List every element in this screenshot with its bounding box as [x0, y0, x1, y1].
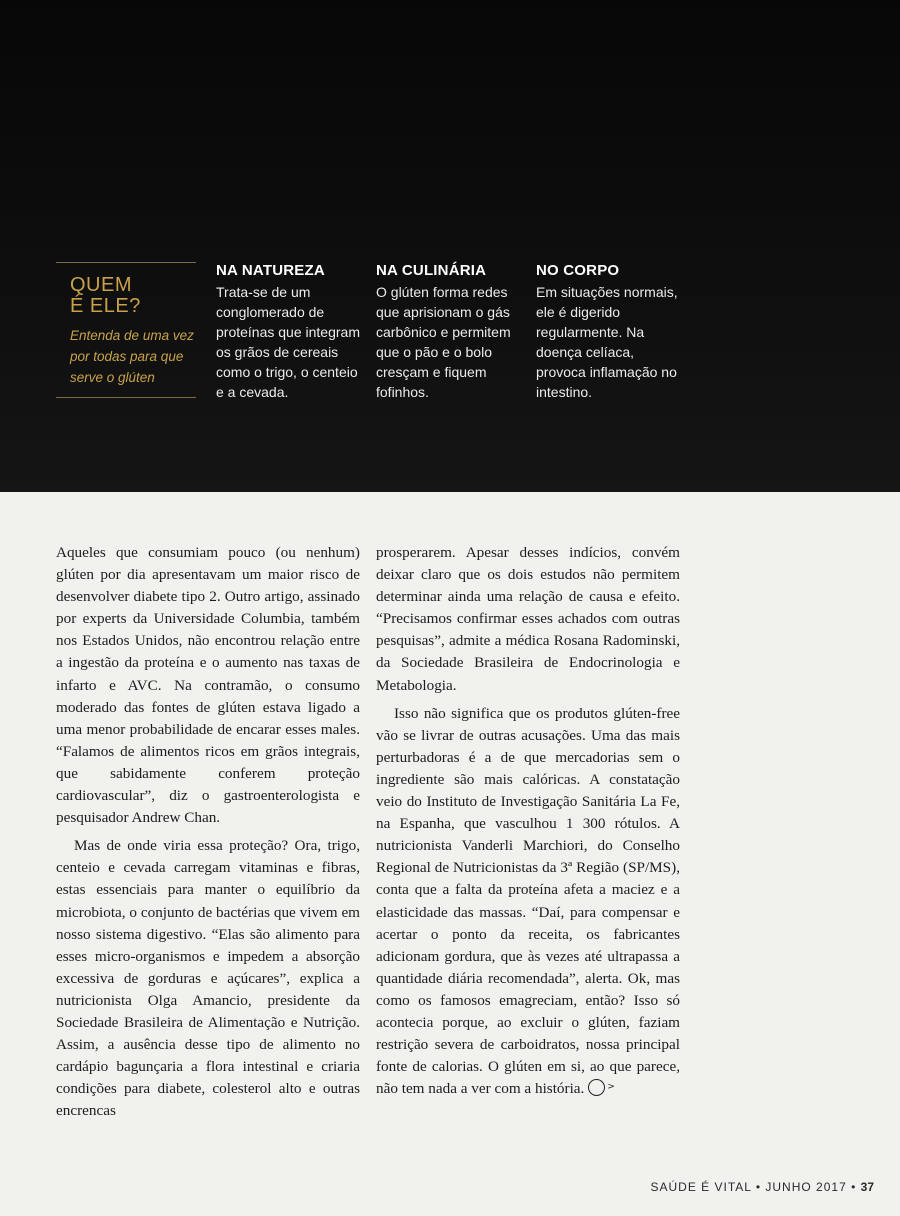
continue-arrow-icon: > — [588, 1079, 605, 1096]
body-column-left — [56, 542, 360, 1122]
sidebar-box — [56, 262, 196, 398]
body-paragraph — [376, 703, 680, 1101]
body-paragraph: Mas de onde viria essa proteção? Ora, trigo, centeio e cevada carregam vitaminas e fibras, estas essenciais para manter o equilíbrio da microbiota, o conjunto de bactérias que vivem em nosso sistema digestivo. “Elas são alimento para esses micro-organismos e impedem a absorção excessiva de gorduras e açúcares”, explica a nutricionista Olga Amancio, presidente da Sociedade Brasileira de Alimentação e Nutrição. Assim, a ausência desse tipo de alimento no cardápio bagunçaria a flora intestinal e criaria condições para diabete, colesterol alto e outras encrencas — [56, 837, 360, 1120]
box-column-heading: NA CULINÁRIA — [376, 262, 487, 279]
box-column-heading: NA NATUREZA — [216, 262, 325, 279]
box-column-text: Em situações normais, ele é digerido regularmente. Na doença celíaca, provoca inflamação no intestino. — [536, 284, 678, 400]
running-head: SAÚDE É VITAL • JUNHO 2017 • — [650, 1180, 857, 1194]
box-column-natureza — [216, 262, 366, 402]
body-paragraph: Aqueles que consumiam pouco (ou nenhum) glúten por dia apresentavam um maior risco de desenvolver diabete tipo 2. Outro artigo, assinado por experts da Universidade Columbia, também nos Estados Unidos, não encontrou relação entre a ingestão da proteína e o aumento nas taxas de infarto e AVC. Na contramão, o consumo moderado das fontes de glúten estava ligado a uma menor probabilidade de encarar esses males. “Falamos de alimentos ricos em grãos integrais, que sabidamente conferem proteção cardiovascular”, diz o gastroenterologista e pesquisador Andrew Chan. — [56, 544, 360, 827]
box-column-corpo — [536, 262, 686, 402]
box-column-heading: NO CORPO — [536, 262, 620, 279]
sidebar-title: QUEM É ELE? — [70, 274, 141, 317]
body-column-right — [376, 542, 680, 1100]
body-paragraph-text: Isso não significa que os produtos glúten-free vão se livrar de outras acusações. Uma das mais perturbadoras é a de que mercadorias sem o ingrediente são mais calóricas. A constatação veio do Instituto de Investigação Sanitária La Fe, na Espanha, que vasculhou 1 300 rótulos. A nutricionista Vanderli Marchiori, do Conselho Regional de Nutricionistas da 3ª Região (SP/MS), conta que a falta da proteína afeta a maciez e a elasticidade das massas. “Daí, para compensar e acertar o ponto da receita, os fabricantes adicionam gordura, que às vezes até ultrapassa a quantidade diária recomendada”, alerta. Ok, mas como os famosos emagreciam, então? Isso só acontecia porque, ao excluir o glúten, faziam restrição severa de carboidratos, nossa principal fonte de calorias. O glúten em si, ao que parece, não tem nada a ver com a história. — [376, 704, 680, 1098]
box-column-culinaria — [376, 262, 526, 402]
box-column-text: Trata-se de um conglomerado de proteínas que integram os grãos de cereais como o trigo, o centeio e a cevada. — [216, 284, 360, 400]
body-paragraph: prosperarem. Apesar desses indícios, convém deixar claro que os dois estudos não permitem determinar ainda uma relação de causa e efeito. “Precisamos confirmar esses achados com outras pesquisas”, admite a médica Rosana Radominski, da Sociedade Brasileira de Endocrinologia e Metabologia. — [376, 544, 680, 694]
page-footer — [651, 1180, 875, 1194]
sidebar-subtitle: Entenda de uma vez por todas para que serve o glúten — [70, 328, 194, 385]
page-number: 37 — [860, 1180, 874, 1194]
photo-band — [0, 0, 900, 492]
box-column-text: O glúten forma redes que aprisionam o gás carbônico e permitem que o pão e o bolo cresçam e fiquem fofinhos. — [376, 284, 511, 400]
